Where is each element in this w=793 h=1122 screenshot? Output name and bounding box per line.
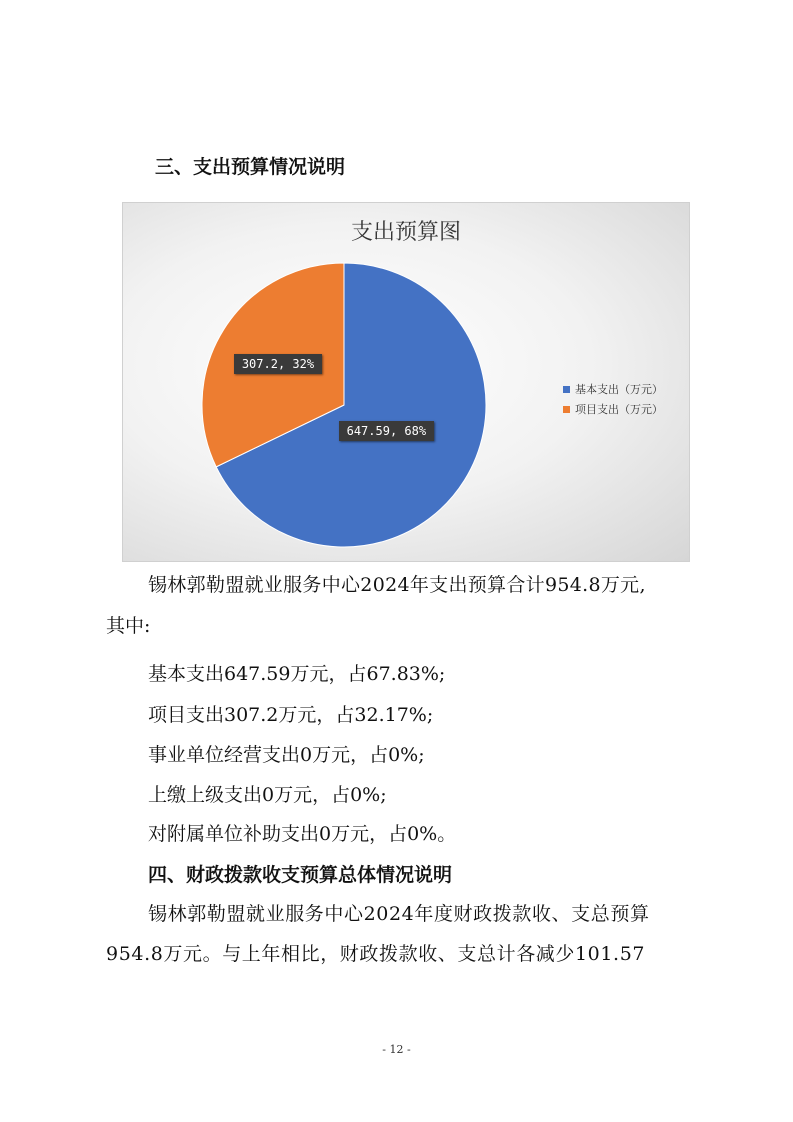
legend-swatch-project (563, 406, 570, 413)
list-item-subsidy: 对附属单位补助支出0万元，占0%。 (148, 823, 457, 845)
chart-legend (563, 379, 663, 419)
slice-label-project: 307.2, 32% (234, 354, 322, 374)
list-item-upper-payment: 上缴上级支出0万元，占0%; (148, 784, 387, 806)
legend-swatch-basic (563, 386, 570, 393)
section-3-heading: 三、支出预算情况说明 (155, 156, 346, 178)
legend-item-basic (563, 379, 663, 399)
paragraph-total-line2: 其中: (106, 615, 151, 637)
legend-label-project: 项目支出（万元） (575, 403, 663, 416)
chart-title: 支出预算图 (350, 220, 461, 245)
page-number: - 12 - (382, 1043, 411, 1056)
list-item-business: 事业单位经营支出0万元，占0%; (148, 744, 425, 766)
legend-item-project (563, 399, 663, 419)
paragraph-fiscal-line1: 锡林郭勒盟就业服务中心2024年度财政拨款收、支总预算 (148, 903, 650, 925)
paragraph-fiscal-line2: 954.8万元。与上年相比，财政拨款收、支总计各减少101.57 (106, 943, 646, 965)
legend-label-basic: 基本支出（万元） (575, 383, 663, 396)
expenditure-pie-chart (122, 202, 690, 562)
list-item-basic: 基本支出647.59万元，占67.83%; (148, 663, 446, 685)
paragraph-total-line1: 锡林郭勒盟就业服务中心2024年支出预算合计954.8万元, (148, 574, 646, 596)
list-item-project: 项目支出307.2万元，占32.17%; (148, 704, 434, 726)
section-4-heading: 四、财政拨款收支预算总体情况说明 (148, 864, 453, 886)
slice-label-basic: 647.59, 68% (339, 421, 434, 441)
